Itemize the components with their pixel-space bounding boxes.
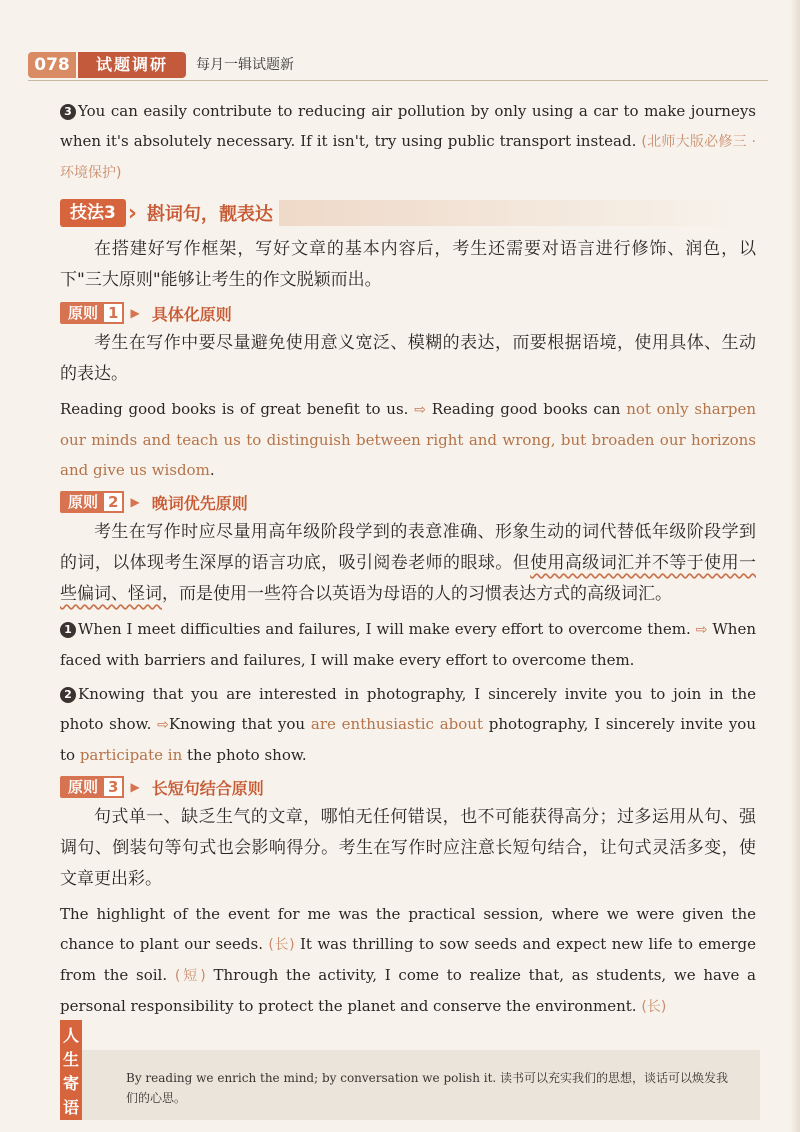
footer-quote: By reading we enrich the mind; by conversation we polish it. 读书可以充实我们的思想，谈话可以焕发我们的心思。 — [126, 1071, 729, 1105]
sentence-length-tag: (短) — [174, 968, 206, 984]
principle-label: 原则 — [60, 491, 102, 513]
example-before: Knowing that you are interested in photography, I sincerely invite you to join in the photo show. — [60, 685, 756, 733]
example-after: Reading good books can — [425, 400, 627, 418]
description-part: 考生在写作时应尽量用高年级阶段学到的表意准确、形象生动的词代替低年级阶段学到的词，以体现考生深厚的语言功底，吸引阅卷老师的眼球。但 — [60, 522, 756, 573]
triangle-right-icon: ▶ — [130, 306, 140, 320]
tip-title: 斟词句，靓表达 — [146, 204, 273, 225]
example-number-badge: 2 — [60, 687, 76, 703]
sentence-length-tag: (长) — [641, 999, 667, 1015]
example-sentence: Through the activity, I come to realize that, as students, we have a personal responsibility to protect the planet and conserve the environment. — [60, 966, 757, 1015]
example-after: the photo show. — [182, 746, 307, 764]
footer-side-label: 人生寄语 — [60, 1020, 82, 1120]
description-part: ，而是使用一些符合以英语为母语的人的习惯表达方式的高级词汇。 — [162, 584, 672, 604]
arrow-right-icon: ⇨ — [157, 717, 169, 733]
principle-number: 1 — [102, 302, 124, 324]
principle-1-example — [60, 394, 756, 485]
example-number-badge: 3 — [60, 104, 76, 120]
page-header — [28, 46, 768, 82]
header-divider — [28, 80, 768, 81]
principle-3-header — [60, 774, 756, 800]
triangle-right-icon: ▶ — [130, 780, 140, 794]
example-highlight: are enthusiastic about — [310, 715, 483, 733]
principle-label: 原则 — [60, 302, 102, 324]
footer-quote-box — [60, 1050, 760, 1120]
principle-2-header — [60, 489, 756, 515]
principle-title: 长短句结合原则 — [151, 778, 264, 798]
intro-source: (北师大版必修三 · 环境保护) — [60, 134, 756, 181]
principle-2-description — [60, 517, 756, 610]
principle-label: 原则 — [60, 776, 102, 798]
principle-1-description: 考生在写作中要尽量避免使用意义宽泛、模糊的表达，而要根据语境，使用具体、生动的表达。 — [60, 333, 756, 384]
principle-3-example — [60, 899, 756, 1022]
header-subtitle: 每月一辑试题新 — [196, 57, 294, 73]
example-highlight: participate in — [79, 746, 183, 764]
example-number-badge: 1 — [60, 622, 76, 638]
sentence-length-tag: (长) — [268, 937, 295, 953]
principle-2-example-1 — [60, 614, 756, 675]
section-category: 试题调研 — [78, 52, 186, 78]
intro-example — [60, 96, 756, 188]
page-number: 078 — [28, 52, 76, 78]
example-sentence: It was thrilling to sow seeds and expect new life to emerge from the soil. — [60, 935, 756, 984]
arrow-right-icon: ⇨ — [695, 622, 708, 638]
description-emphasis: 使用高级词汇并不等于使用一些偏词、怪词 — [60, 553, 757, 604]
chevron-right-icon: › — [127, 200, 137, 226]
principle-number: 2 — [102, 491, 124, 513]
example-before: Reading good books is of great benefit to us. — [60, 400, 409, 418]
principle-title: 晚词优先原则 — [151, 493, 248, 513]
arrow-right-icon: ⇨ — [414, 402, 426, 418]
tip-header — [60, 198, 756, 228]
page-edge — [790, 0, 800, 1132]
tip-description: 在搭建好写作框架，写好文章的基本内容后，考生还需要对语言进行修饰、润色，以下"三大原则"能够让考生的作文脱颖而出。 — [60, 239, 756, 290]
example-after: When faced with barriers and failures, I will make every effort to overcome them. — [60, 620, 756, 669]
principle-3-description: 句式单一、缺乏生气的文章，哪怕无任何错误，也不可能获得高分；过多运用从句、强调句、倒装句等句式也会影响得分。考生在写作时应注意长短句结合，让句式灵活多变，使文章更出彩。 — [60, 807, 756, 889]
principle-title: 具体化原则 — [151, 304, 232, 324]
principle-1-header — [60, 300, 756, 326]
example-before: When I meet difficulties and failures, I will make every effort to overcome them. — [78, 620, 691, 638]
triangle-right-icon: ▶ — [130, 495, 140, 509]
example-sentence: The highlight of the event for me was the practical session, where we were given the chance to plant our seeds. — [60, 905, 756, 953]
intro-text: You can easily contribute to reducing air pollution by only using a car to make journeys when it's absolutely necessary. If it isn't, try using public transport instead. — [60, 102, 756, 150]
principle-number: 3 — [102, 776, 124, 798]
main-content — [60, 96, 756, 1022]
example-after: photography, I sincerely invite you to — [60, 715, 756, 764]
example-after-end: . — [209, 461, 215, 479]
tip-label: 技法3 — [60, 199, 126, 227]
example-after: Knowing that you — [168, 715, 311, 733]
example-highlight: not only sharpen our minds and teach us to distinguish between right and wrong, but broaden our horizons and give us wisdom — [60, 400, 756, 479]
tip-header-bar — [279, 200, 756, 226]
principle-2-example-2 — [60, 679, 756, 770]
